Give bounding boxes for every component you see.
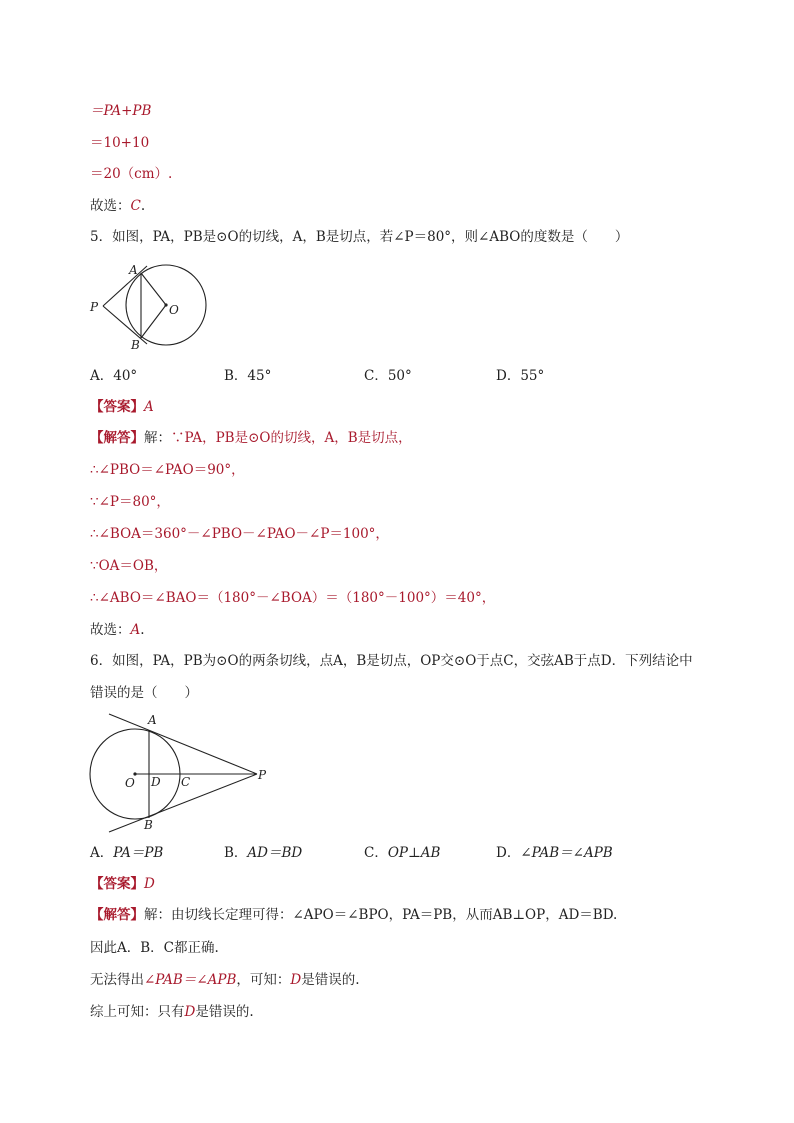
option-text: 50° [387, 368, 412, 384]
answer-tag: 【答案】 [90, 399, 144, 415]
q5-solution-line [90, 428, 412, 448]
q6-option-a [90, 843, 163, 863]
solution-text: 由切线长定理可得：∠APO＝∠BPO，PA＝PB，从而AB⊥OP，AD＝BD. [171, 907, 618, 923]
option-text: ∠PAB＝∠APB [520, 845, 613, 861]
choice-prefix: 故选： [90, 198, 131, 214]
q6-answer-line [90, 874, 155, 894]
q6-solution-line4 [90, 1002, 254, 1022]
q6-option-b [224, 843, 302, 863]
option-letter: B． [224, 368, 248, 384]
q5-label-p: P [90, 300, 99, 314]
solution-intro: 解： [144, 430, 171, 446]
q5-label-a: A [129, 263, 138, 277]
q6-option-d [496, 843, 613, 863]
q6-option-c [364, 843, 440, 863]
q6-label-b: B [144, 818, 153, 832]
answer-letter: D [144, 876, 155, 892]
q6-label-c: C [181, 775, 191, 789]
q6-figure [85, 708, 280, 836]
q6-stem-line2: 错误的是（ ） [90, 685, 198, 701]
q6-label-a: A [148, 713, 157, 727]
solution-step: ∵PA，PB是⊙O的切线，A，B是切点， [171, 430, 412, 446]
q5-tangent-pa [103, 266, 147, 306]
q5-option-a [90, 366, 137, 386]
q5-step-4: ∴∠BOA＝360°－∠PBO－∠PAO－∠P＝100°， [90, 526, 389, 542]
prev-solution-line2: ＝10+10 [90, 135, 150, 151]
option-text: OP⊥AB [387, 845, 441, 861]
line3-math: ∠PAB＝∠APB [144, 972, 237, 988]
q5-step-6: ∴∠ABO＝∠BAO＝（180°－∠BOA）＝（180°－100°）＝40°， [90, 590, 496, 606]
q5-figure [85, 256, 215, 352]
q5-step-2: ∴∠PBO＝∠PAO＝90°， [90, 462, 245, 478]
q6-label-o: O [125, 776, 135, 790]
solution-intro: 解： [144, 907, 171, 923]
q5-radius-ob [141, 305, 166, 338]
answer-tag: 【答案】 [90, 876, 144, 892]
option-letter: C． [364, 368, 388, 384]
choice-letter: A [130, 622, 141, 638]
choice-letter: C [130, 198, 141, 214]
prev-solution-line3: ＝20（cm）. [90, 166, 173, 182]
option-letter: D． [496, 845, 521, 861]
q5-step-3: ∵∠P＝80°， [90, 494, 170, 510]
solution-tag: 【解答】 [90, 430, 144, 446]
choice-suffix: . [140, 198, 146, 214]
line4-post: 是错误的. [195, 1004, 254, 1020]
q6-tangent-pa [109, 714, 257, 774]
option-letter: A． [90, 368, 114, 384]
q5-option-d [496, 366, 544, 386]
option-letter: D． [496, 368, 521, 384]
q5-step-5: ∵OA＝OB， [90, 558, 168, 574]
option-text: 45° [247, 368, 272, 384]
choice-prefix: 故选： [90, 622, 131, 638]
solution-tag: 【解答】 [90, 907, 144, 923]
prev-solution-line1: ＝PA+PB [90, 103, 152, 119]
line4-pre: 综上可知：只有 [90, 1004, 185, 1020]
q5-option-c [364, 366, 412, 386]
option-text: AD＝BD [247, 845, 303, 861]
q5-tangent-pb [103, 306, 147, 344]
option-letter: C． [364, 845, 388, 861]
option-letter: B． [224, 845, 248, 861]
choice-suffix: . [140, 622, 145, 638]
line3-pre: 无法得出 [90, 972, 144, 988]
q6-solution-line3 [90, 970, 360, 990]
prev-choice-line [90, 196, 145, 216]
q5-label-o: O [169, 303, 179, 317]
q5-option-b [224, 366, 271, 386]
line4-letter: D [184, 1004, 196, 1020]
line3-mid: ，可知： [236, 972, 291, 988]
option-text: 40° [113, 368, 138, 384]
option-letter: A． [90, 845, 114, 861]
q5-radius-oa [141, 273, 166, 305]
q5-center-dot [164, 303, 167, 306]
option-text: 55° [520, 368, 545, 384]
q5-label-b: B [131, 338, 140, 352]
line3-letter: D [290, 972, 302, 988]
answer-letter: A [144, 399, 154, 415]
q5-stem: 5．如图，PA，PB是⊙O的切线，A，B是切点，若∠P＝80°，则∠ABO的度数是（ ） [90, 229, 629, 245]
q6-stem-line1: 6．如图，PA，PB为⊙O的两条切线，点A，B是切点，OP交⊙O于点C，交弦AB于点D．下列结论中 [90, 653, 693, 669]
q5-answer-line [90, 397, 154, 417]
line3-post: 是错误的. [301, 972, 360, 988]
q6-label-p: P [258, 768, 267, 782]
q6-solution-line [90, 905, 617, 925]
q6-solution-line2: 因此A．B．C都正确. [90, 940, 219, 956]
q6-label-d: D [151, 775, 161, 789]
option-text: PA＝PB [113, 845, 164, 861]
q5-choice-line [90, 620, 145, 640]
